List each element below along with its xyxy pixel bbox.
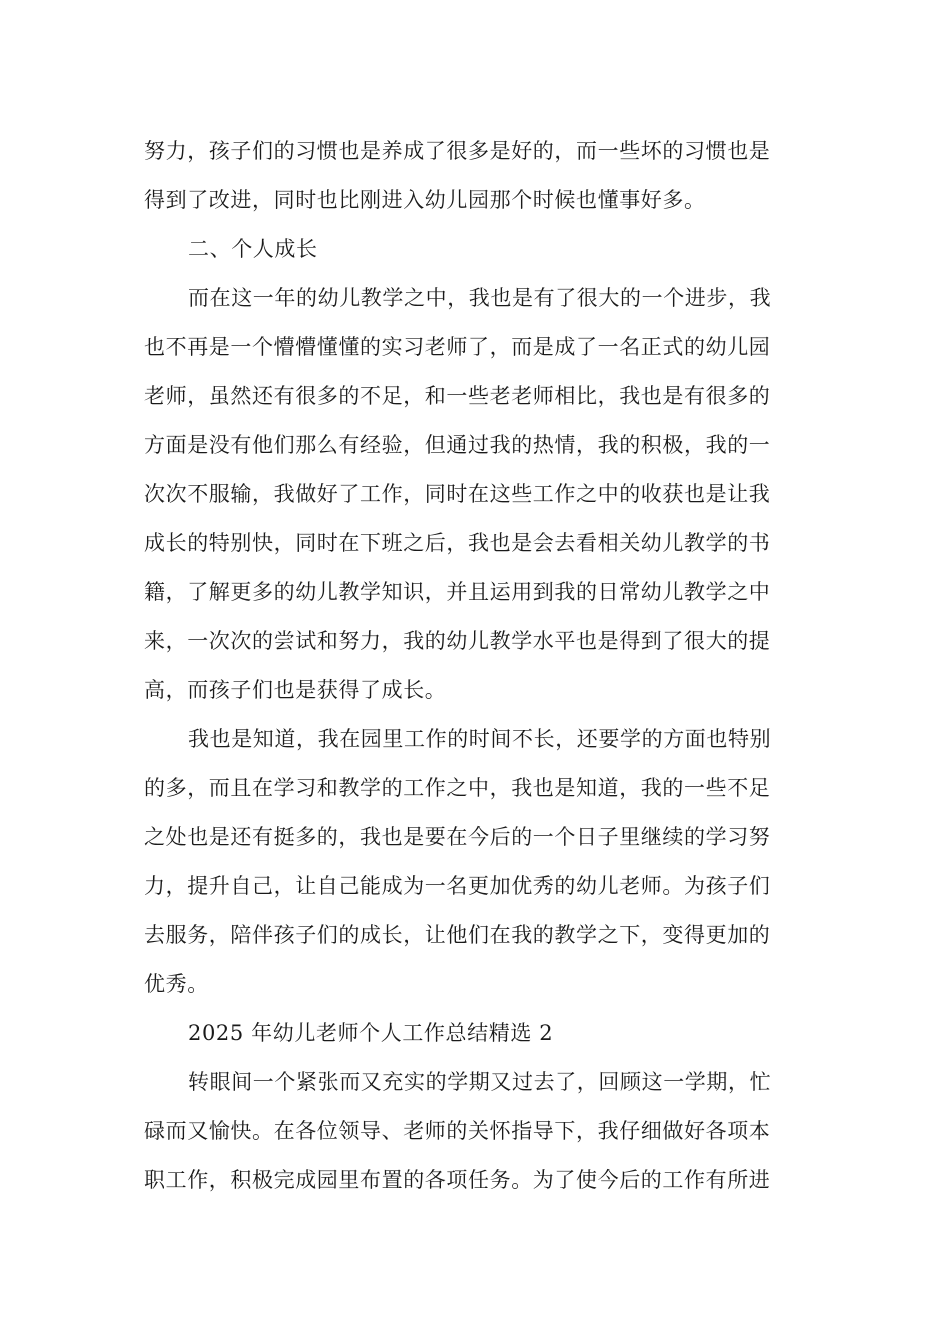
text-line: 次次不服输，我做好了工作，同时在这些工作之中的收获也是让我	[144, 482, 771, 506]
text-line: 的多，而且在学习和教学的工作之中，我也是知道，我的一些不足	[144, 776, 771, 800]
text-line: 去服务，陪伴孩子们的成长，让他们在我的教学之下，变得更加的	[144, 923, 771, 947]
text-line: 而在这一年的幼儿教学之中，我也是有了很大的一个进步，我	[188, 286, 772, 310]
text-line: 籍，了解更多的幼儿教学知识，并且运用到我的日常幼儿教学之中	[144, 580, 771, 604]
text-line: 得到了改进，同时也比刚进入幼儿园那个时候也懂事好多。	[144, 188, 706, 212]
text-line: 来，一次次的尝试和努力，我的幼儿教学水平也是得到了很大的提	[144, 629, 771, 653]
text-line: 方面是没有他们那么有经验，但通过我的热情，我的积极，我的一	[144, 433, 771, 457]
text-line: 之处也是还有挺多的，我也是要在今后的一个日子里继续的学习努	[144, 825, 771, 849]
text-line: 2025 年幼儿老师个人工作总结精选 2	[188, 1021, 554, 1045]
text-line: 努力，孩子们的习惯也是养成了很多是好的，而一些坏的习惯也是	[144, 139, 771, 163]
text-line: 力，提升自己，让自己能成为一名更加优秀的幼儿老师。为孩子们	[144, 874, 771, 898]
text-line: 转眼间一个紧张而又充实的学期又过去了，回顾这一学期，忙	[188, 1070, 772, 1094]
text-line: 我也是知道，我在园里工作的时间不长，还要学的方面也特别	[188, 727, 772, 751]
text-line: 也不再是一个懵懵懂懂的实习老师了，而是成了一名正式的幼儿园	[144, 335, 771, 359]
text-line: 二、个人成长	[188, 237, 318, 261]
text-line: 高，而孩子们也是获得了成长。	[144, 678, 447, 702]
text-line: 优秀。	[144, 972, 209, 996]
text-line: 职工作，积极完成园里布置的各项任务。为了使今后的工作有所进	[144, 1168, 771, 1192]
text-line: 碌而又愉快。在各位领导、老师的关怀指导下，我仔细做好各项本	[144, 1119, 771, 1143]
document-body	[144, 127, 806, 1205]
text-line: 成长的特别快，同时在下班之后，我也是会去看相关幼儿教学的书	[144, 531, 771, 555]
text-line: 老师，虽然还有很多的不足，和一些老老师相比，我也是有很多的	[144, 384, 771, 408]
